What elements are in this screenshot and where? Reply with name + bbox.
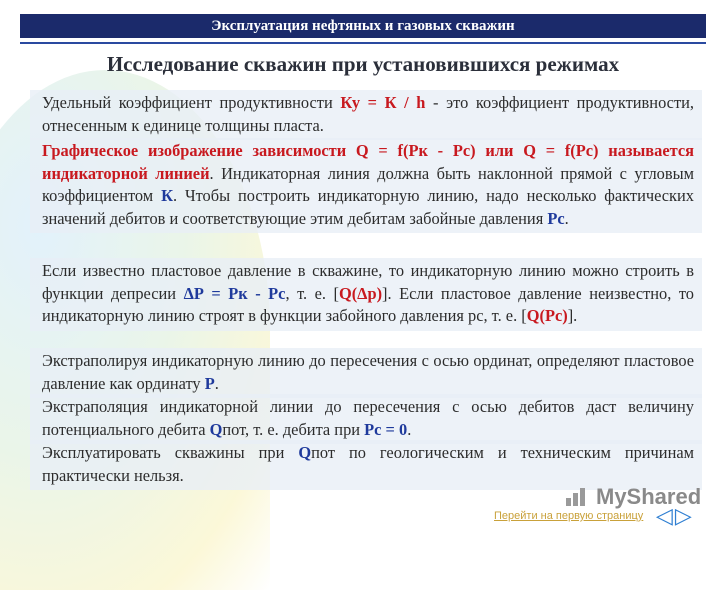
first-page-link[interactable]: Перейти на первую страницу [494, 510, 644, 522]
paragraph-3: Если известно пластовое давление в скважине, то индикаторную линию можно строить в функции депресии ΔР = Рк - Рс, т. е. [Q(Δp)]. Если пластовое давление неизвестно, то индикаторную линию строят в функции забойного давления рс, т. е. [Q(Рс)]. [30, 258, 702, 331]
logo-text: MyShared [596, 484, 702, 509]
paragraph-5: Экстраполяция индикаторной линии до пересечения с осью дебитов даст величину потенциального дебита Qпот, т. е. дебита при Рс = 0. [30, 394, 702, 444]
logo-bars-icon [566, 488, 590, 506]
slide-title: Исследование скважин при установившихся режимах [106, 52, 620, 76]
paragraph-2: Графическое изображение зависимости Q = f(Рк - Рс) или Q = f(Рс) называется индикаторной линией. Индикаторная линия должна быть наклонной прямой с угловым коэффициентом К. Чтобы построить индикаторную линию, надо несколько фактических значений дебитов и соответствующие этим дебитам забойные давления Рс. [30, 138, 702, 233]
prev-arrow-icon[interactable]: ◁ [656, 504, 673, 529]
paragraph-4: Экстраполируя индикаторную линию до пересечения с осью ординат, определяют пластовое давление как ординату Р. [30, 348, 702, 398]
next-arrow-icon[interactable]: ▷ [674, 504, 692, 529]
paragraph-6: Эксплуатировать скважины при Qпот по геологическим и техническим причинам практически нельзя. [30, 440, 702, 490]
header-divider [20, 42, 706, 44]
nav-arrows [656, 504, 692, 529]
header-bar [20, 14, 706, 38]
paragraph-1: Удельный коэффициент продуктивности Ку = К / h - это коэффициент продуктивности, отнесенным к единице толщины пласта. [30, 90, 702, 140]
header-title: Эксплуатация нефтяных и газовых скважин [211, 17, 515, 34]
